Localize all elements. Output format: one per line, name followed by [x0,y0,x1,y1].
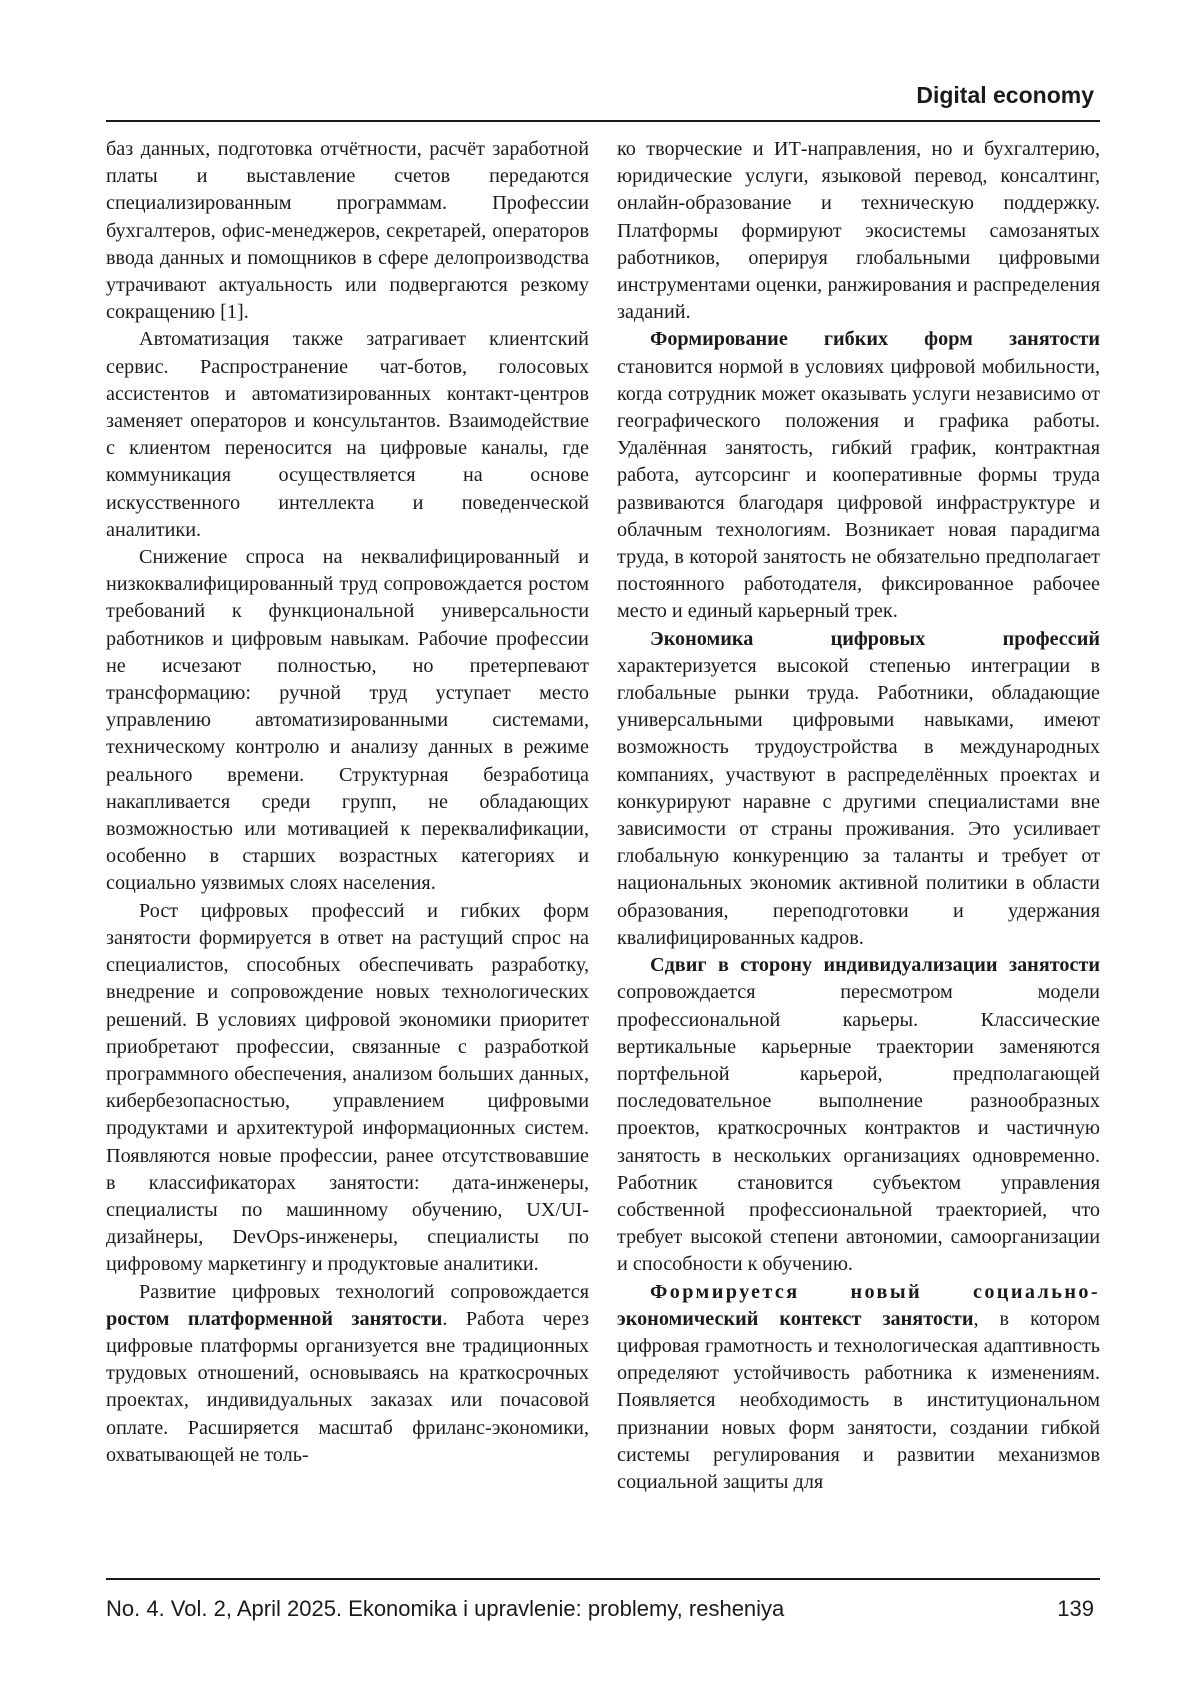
journal-citation: No. 4. Vol. 2, April 2025. Ekonomika i upravlenie: problemy, resheniya [106,1596,784,1622]
text-run: Развитие цифровых технологий сопровождается [139,1281,589,1303]
page-number: 139 [1057,1596,1094,1622]
left-column [106,136,589,1469]
bold-term: Сдвиг в сторону индивидуализации занятости [650,954,1100,976]
footer-rule [106,1578,1100,1580]
bold-term: Формирование гибких форм занятости [650,328,1100,350]
header-rule [106,120,1100,122]
text-run: сопровождается пересмотром модели профессиональной карьеры. Классические вертикальные карьерные траектории заменяются портфельной карьерой, предполагающей последовательное выполнение разнообразных проектов, краткосрочных контрактов и частичную занятость в нескольких организациях одновременно. Работник становится субъектом управления собственной профессиональной траекторией, что требует высокой степени автономии, самоорганизации и способности к обучению. [617,981,1100,1275]
right-column [617,136,1100,1496]
paragraph [617,1279,1100,1497]
paragraph [617,952,1100,1278]
paragraph: Снижение спроса на неквалифицированный и низкоквалифицированный труд сопровождается ростом требований к функциональной универсальности работников и цифровым навыкам. Рабочие профессии не исчезают полностью, но претерпевают трансформацию: ручной труд уступает место управлению автоматизированными системами, техническому контролю и анализу данных в режиме реального времени. Структурная безработица накапливается среди групп, не обладающих возможностью или мотивацией к переквалификации, особенно в старших возрастных категориях и социально уязвимых слоях населения. [106,544,589,898]
bold-term: Экономика цифровых профессий [650,628,1100,650]
paragraph: баз данных, подготовка отчётности, расчёт заработной платы и выставление счетов передаются специализированным программам. Профессии бухгалтеров, офис-менеджеров, секретарей, операторов ввода данных и помощников в сфере делопроизводства утрачивают актуальность или подвергаются резкому сокращению [1]. [106,136,589,326]
bold-term: экономический контекст занятости [617,1308,973,1330]
text-run: характеризуется высокой степенью интеграции в глобальные рынки труда. Работники, обладающие универсальными цифровыми навыками, имеют возможность трудоустройства в международных компаниях, участвуют в распределённых проектах и конкурируют наравне с другими специалистами вне зависимости от страны проживания. Это усиливает глобальную конкуренцию за таланты и требует от национальных экономик активной политики в области образования, переподготовки и удержания квалифицированных кадров. [617,655,1100,949]
text-run: , в котором цифровая грамотность и технологическая адаптивность определяют устойчивость работника к изменениям. Появляется необходимость в институциональном признании новых форм занятости, создании гибкой системы регулирования и развитии механизмов социальной защиты для [617,1308,1100,1493]
paragraph: Автоматизация также затрагивает клиентский сервис. Распространение чат-ботов, голосовых ассистентов и автоматизированных контакт-центров заменяет операторов и консультантов. Взаимодействие с клиентом переносится на цифровые каналы, где коммуникация осуществляется на основе искусственного интеллекта и поведенческой аналитики. [106,326,589,544]
bold-term: ростом платформенной занятости [106,1308,442,1330]
paragraph [617,626,1100,952]
text-run: становится нормой в условиях цифровой мобильности, когда сотрудник может оказывать услуги независимо от географического положения и графика работы. Удалённая занятость, гибкий график, контрактная работа, аутсорсинг и кооперативные формы труда развиваются благодаря цифровой инфраструктуре и облачным технологиям. Возникает новая парадигма труда, в которой занятость не обязательно предполагает постоянного работодателя, фиксированное рабочее место и единый карьерный трек. [617,356,1100,623]
paragraph [106,1279,589,1469]
section-title: Digital economy [916,82,1094,109]
paragraph: ко творческие и ИТ-направления, но и бухгалтерию, юридические услуги, языковой перевод, консалтинг, онлайн-образование и техническую поддержку. Платформы формируют экосистемы самозанятых работников, оперируя глобальными цифровыми инструментами оценки, ранжирования и распределения заданий. [617,136,1100,326]
paragraph: Рост цифровых профессий и гибких форм занятости формируется в ответ на растущий спрос на специалистов, способных обеспечивать разработку, внедрение и сопровождение новых технологических решений. В условиях цифровой экономики приоритет приобретают профессии, связанные с разработкой программного обеспечения, анализом больших данных, кибербезопасностью, управлением цифровыми продуктами и архитектурой информационных систем. Появляются новые профессии, ранее отсутствовавшие в классификаторах занятости: дата-инженеры, специалисты по машинному обучению, UX/UI-дизайнеры, DevOps-инженеры, специалисты по цифровому маркетингу и продуктовые аналитики. [106,898,589,1279]
text-run: . Работа через цифровые платформы организуется вне традиционных трудовых отношений, основываясь на краткосрочных проектах, индивидуальных заказах или почасовой оплате. Расширяется масштаб фриланс-экономики, охватывающей не толь- [106,1308,589,1466]
paragraph [617,326,1100,625]
bold-term: Формируется новый социально- [650,1281,1100,1303]
